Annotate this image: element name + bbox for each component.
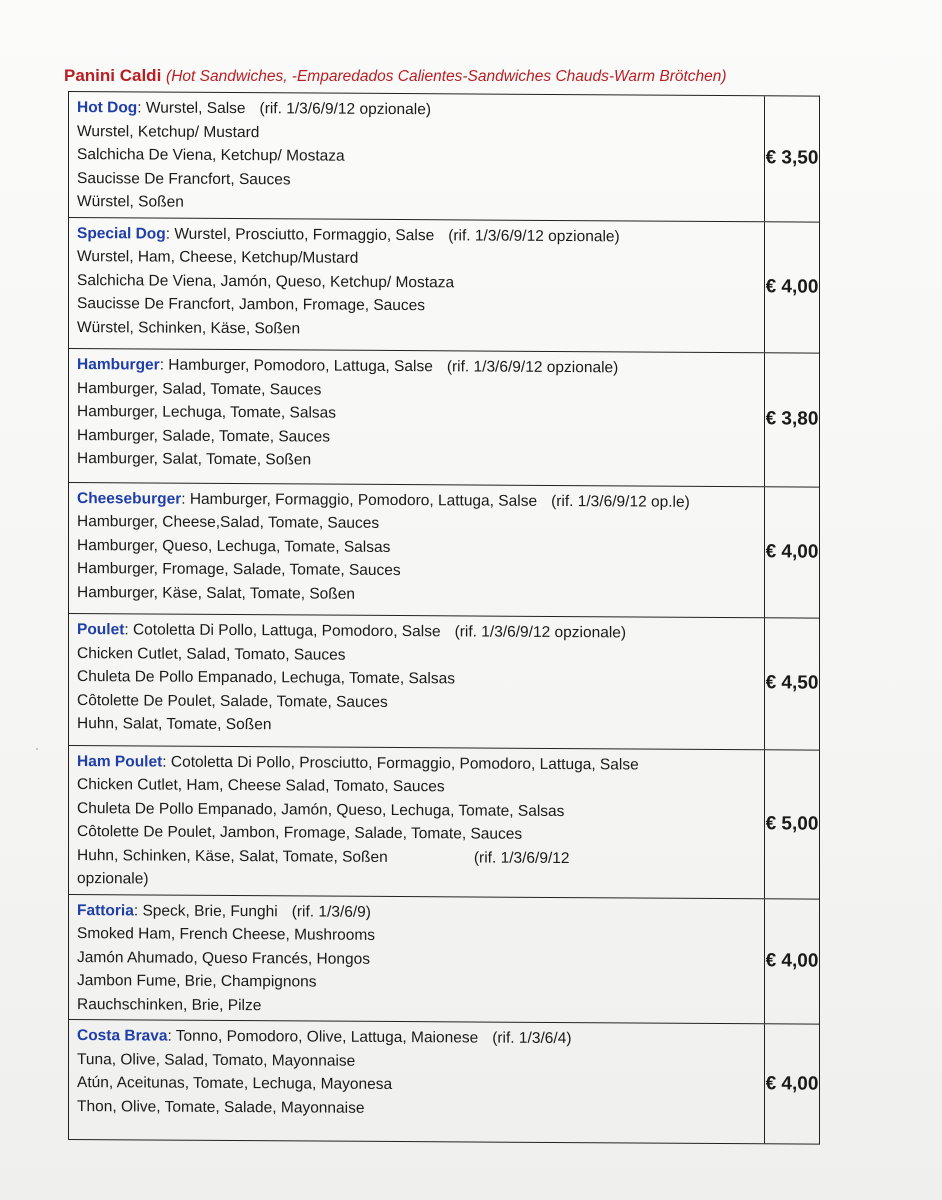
menu-item-description (69, 614, 765, 749)
menu-item-allergen-ref: (rif. 1/3/6/9/12 opzionale) (446, 358, 619, 377)
menu-item-heading-line (77, 618, 764, 646)
menu-item-price: € 3,80 (765, 408, 819, 430)
menu-item-translation: Salchicha De Viena, Ketchup/ Mostaza (77, 146, 345, 165)
menu-item-name: Cheeseburger (77, 489, 182, 508)
menu-item-translation: Chicken Cutlet, Ham, Cheese Salad, Tomato, Sauces (77, 776, 445, 796)
menu-item-translation: Hamburger, Käse, Salat, Tomate, Soßen (77, 583, 356, 603)
menu-item-name: Hamburger (77, 356, 160, 374)
menu-item-ingredients: : Hamburger, Pomodoro, Lattuga, Salse (159, 356, 433, 376)
menu-item-ingredients: : Speck, Brie, Funghi (133, 901, 278, 920)
menu-item-description (69, 746, 765, 898)
menu-item-translation: Saucisse De Francfort, Jambon, Fromage, Sauces (77, 295, 426, 315)
menu-item-row (69, 746, 819, 900)
menu-item-translation: Hamburger, Lechuga, Tomate, Salsas (77, 403, 337, 422)
menu-item-row (69, 483, 819, 619)
menu-item-translation: Atún, Aceitunas, Tomate, Lechuga, Mayonesa (77, 1074, 393, 1093)
menu-item-translation: Wurstel, Ketchup/ Mustard (77, 122, 260, 141)
menu-item-translation: opzionale) (77, 870, 149, 888)
menu-item-ingredients: : Tonno, Pomodoro, Olive, Lattuga, Maionese (167, 1027, 479, 1047)
menu-item-translation: Würstel, Soßen (77, 193, 184, 211)
menu-item-name: Hot Dog (77, 99, 138, 117)
menu-item-allergen-ref: (rif. 1/3/6/9/12 opzionale) (448, 226, 620, 245)
menu-item-translation: Tuna, Olive, Salad, Tomato, Mayonnaise (77, 1050, 356, 1070)
menu-item-ingredients: : Cotoletta Di Pollo, Prosciutto, Formaggio, Pomodoro, Lattuga, Salse (162, 753, 639, 773)
menu-item-name: Poulet (77, 621, 125, 639)
section-title: Panini Caldi (64, 66, 162, 85)
section-subtitle: (Hot Sandwiches, -Emparedados Calientes-Sandwiches Chauds-Warm Brötchen) (166, 68, 727, 85)
menu-item-heading-line (77, 353, 764, 381)
menu-item-description (69, 218, 765, 353)
menu-item-translation: Hamburger, Cheese,Salad, Tomate, Sauces (77, 513, 380, 532)
menu-item-description (69, 92, 765, 221)
menu-item-name: Fattoria (77, 901, 134, 919)
menu-item-heading-line (77, 1024, 764, 1052)
menu-item-translation: Côtolette De Poulet, Salade, Tomate, Sauces (77, 691, 388, 711)
menu-item-translation: Hamburger, Salat, Tomate, Soßen (77, 450, 312, 469)
menu-item-translation: Chuleta De Pollo Empanado, Jamón, Queso, Lechuga, Tomate, Salsas (77, 799, 565, 820)
menu-item-description (69, 895, 765, 1024)
menu-item-row (69, 349, 819, 487)
menu-item-description (69, 349, 765, 486)
menu-item-translation: Thon, Olive, Tomate, Salade, Mayonnaise (77, 1097, 365, 1117)
menu-item-row (69, 895, 819, 1025)
menu-item-row (69, 1020, 819, 1145)
menu-table (68, 91, 820, 1145)
section-heading (64, 66, 727, 86)
menu-item-price: € 5,00 (765, 812, 819, 835)
menu-item-row (69, 92, 819, 222)
menu-item-translation: Würstel, Schinken, Käse, Soßen (77, 318, 301, 337)
menu-item-translation: Smoked Ham, French Cheese, Mushrooms (77, 925, 376, 944)
menu-item-allergen-ref: (rif. 1/3/6/9/12 opzionale) (454, 623, 627, 642)
menu-item-translation: Jambon Fume, Brie, Champignons (77, 972, 317, 991)
menu-item-translation: Hamburger, Salad, Tomate, Sauces (77, 379, 322, 399)
menu-item-price: € 4,00 (765, 276, 819, 298)
menu-item-translation: Huhn, Salat, Tomate, Soßen (77, 715, 272, 734)
menu-item-translation: Wurstel, Ham, Cheese, Ketchup/Mustard (77, 248, 359, 267)
menu-item-allergen-ref: (rif. 1/3/6/9) (291, 902, 371, 921)
menu-item-price: € 3,50 (765, 147, 819, 169)
menu-item-allergen-ref: (rif. 1/3/6/9/12 op.le) (551, 492, 690, 511)
menu-item-translation: Chicken Cutlet, Salad, Tomato, Sauces (77, 644, 346, 664)
menu-item-description (69, 483, 765, 618)
menu-item-ingredients: : Wurstel, Salse (137, 99, 246, 118)
menu-item-ingredients: : Hamburger, Formaggio, Pomodoro, Lattuga, Salse (181, 490, 538, 510)
menu-item-translation: Jamón Ahumado, Queso Francés, Hongos (77, 948, 370, 968)
paper-mark (36, 748, 38, 750)
menu-item-price: € 4,00 (765, 950, 819, 972)
menu-item-translation: Chuleta De Pollo Empanado, Lechuga, Tomate, Salsas (77, 668, 455, 688)
menu-item-allergen-ref: (rif. 1/3/6/9/12 opzionale) (259, 100, 431, 119)
menu-item-translation: Saucisse De Francfort, Sauces (77, 169, 291, 188)
menu-item-allergen-ref: (rif. 1/3/6/4) (492, 1029, 572, 1048)
menu-item-ingredients: : Wurstel, Prosciutto, Formaggio, Salse (165, 225, 435, 244)
menu-item-translation: Hamburger, Fromage, Salade, Tomate, Sauces (77, 560, 401, 580)
menu-item-price: € 4,50 (765, 672, 819, 694)
menu-item-name: Costa Brava (77, 1027, 168, 1045)
menu-item-description (69, 1020, 765, 1143)
menu-item-translation: Rauchschinken, Brie, Pilze (77, 995, 262, 1014)
menu-item-translation: Huhn, Schinken, Käse, Salat, Tomate, Soßen (rif. 1/3/6/9/12 (77, 846, 570, 867)
menu-item-translation: Hamburger, Salade, Tomate, Sauces (77, 426, 331, 446)
menu-item-translation: Salchicha De Viena, Jamón, Queso, Ketchup/ Mostaza (77, 271, 455, 291)
menu-item-name: Ham Poulet (77, 752, 163, 771)
menu-item-translation: Côtolette De Poulet, Jambon, Fromage, Salade, Tomate, Sauces (77, 823, 523, 843)
menu-item-price: € 4,00 (765, 541, 819, 563)
menu-item-heading-line (77, 96, 764, 124)
menu-item-row (69, 614, 819, 750)
menu-item-name: Special Dog (77, 224, 166, 243)
menu-item-price: € 4,00 (765, 1072, 819, 1095)
menu-item-row (69, 218, 819, 354)
menu-item-ingredients: : Cotoletta Di Pollo, Lattuga, Pomodoro, Salse (124, 621, 441, 641)
menu-item-translation: Hamburger, Queso, Lechuga, Tomate, Salsas (77, 536, 391, 556)
